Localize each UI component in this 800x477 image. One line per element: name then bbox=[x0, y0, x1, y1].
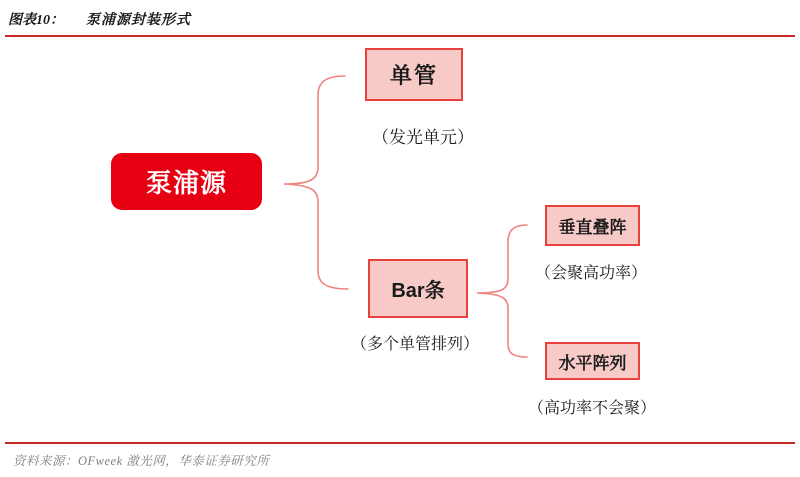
node-bar-strip: Bar条 bbox=[368, 259, 468, 318]
footer-rule bbox=[5, 442, 795, 444]
source-note: 资料来源：OFweek 激光网，华泰证券研究所 bbox=[13, 454, 270, 468]
header-rule bbox=[5, 35, 795, 37]
node-horizontal-array: 水平阵列 bbox=[545, 342, 640, 380]
note-horizontal-array: （高功率不会聚） bbox=[528, 400, 657, 417]
note-single-tube: （发光单元） bbox=[372, 128, 474, 147]
figure-title: 泵浦源封装形式 bbox=[86, 13, 191, 28]
brace-root-to-level1 bbox=[284, 76, 348, 289]
note-bar-strip: （多个单管排列） bbox=[351, 336, 480, 353]
node-single-tube: 单管 bbox=[365, 48, 463, 101]
figure-label: 图表10： bbox=[8, 13, 64, 28]
node-vertical-stack-array: 垂直叠阵 bbox=[545, 205, 640, 246]
brace-bar-to-level2 bbox=[477, 225, 527, 357]
note-vertical-stack-array: （会聚高功率） bbox=[535, 265, 648, 282]
node-pump-source: 泵浦源 bbox=[111, 153, 262, 210]
